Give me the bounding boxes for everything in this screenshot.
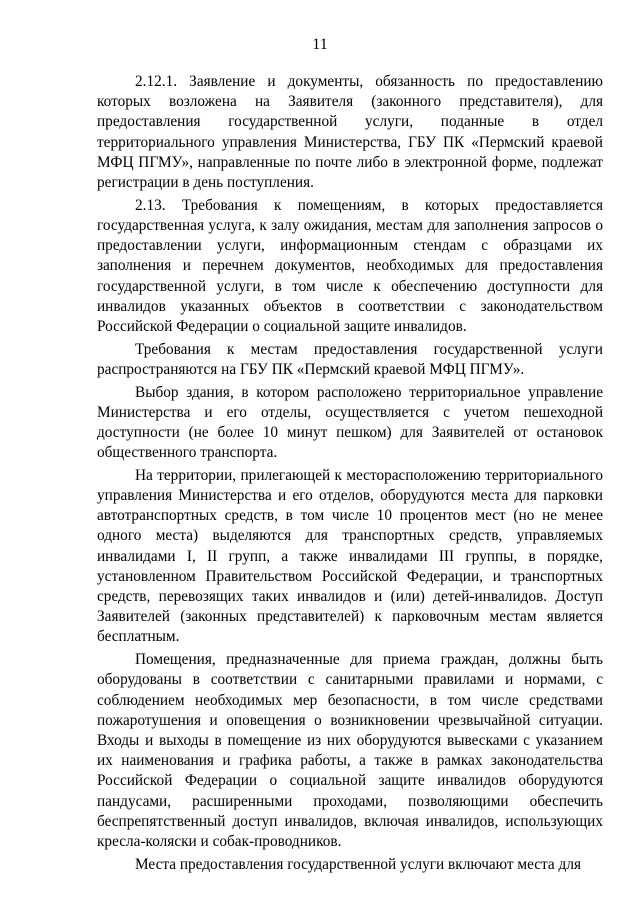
paragraph-building-choice: Выбор здания, в котором расположено территориальное управление Министерства и его отделы, осуществляется с учетом пешеходной доступности (не более 10 минут пешком) для Заявителей от остановок общественного транспорта. <box>97 383 603 462</box>
paragraph-parking: На территории, прилегающей к месторасположению территориального управления Министерства и его отделов, оборудуются места для парковки автотранспортных средств, в том числе 10 процентов мест (но не менее одного места) выделяются для транспортных средств, управляемых инвалидами I, II групп, а также инвалидами III группы, в порядке, установленном Правительством Российской Федерации, и транспортных средств, перевозящих таких инвалидов и (или) детей-инвалидов. Доступ Заявителей (законных представителей) к парковочным местам является бесплатным. <box>97 466 603 646</box>
document-body <box>97 72 603 877</box>
paragraph-premises: Помещения, предназначенные для приема граждан, должны быть оборудованы в соответствии с санитарными правилами и нормами, с соблюдением необходимых мер безопасности, в том числе средствами пожаротушения и оповещения о возникновении чрезвычайной ситуации. Входы и выходы в помещение из них оборудуются вывесками с указанием их наименования и графика работы, а также в рамках законодательства Российской Федерации о социальной защите инвалидов оборудуются пандусами, расширенными проходами, позволяющими обеспечить беспрепятственный доступ инвалидов, включая инвалидов, использующих кресла-коляски и собак-проводников. <box>97 651 603 851</box>
paragraph-mfc-requirements: Требования к местам предоставления государственной услуги распространяются на ГБУ ПК «Пермский краевой МФЦ ПГМУ». <box>97 340 603 378</box>
paragraph-service-places: Места предоставления государственной услуги включают места для <box>135 855 581 873</box>
page-number: 11 <box>312 36 328 53</box>
paragraph-2-13: 2.13. Требования к помещениям, в которых предоставляется государственная услуга, к залу ожидания, местам для заполнения запросов о предоставлении услуги, информационным стендам с образцами их заполнения и перечнем документов, необходимых для предоставления государственной услуги, в том числе к обеспечению доступности для инвалидов указанных объектов в соответствии с законодательством Российской Федерации о социальной защите инвалидов. <box>97 196 603 335</box>
paragraph-2-12-1: 2.12.1. Заявление и документы, обязанность по предоставлению которых возложена на Заявителя (законного представителя), для предоставления государственной услуги, поданные в отдел территориального управления Министерства, ГБУ ПК «Пермский краевой МФЦ ПГМУ», направленные по почте либо в электронной форме, подлежат регистрации в день поступления. <box>97 73 603 192</box>
